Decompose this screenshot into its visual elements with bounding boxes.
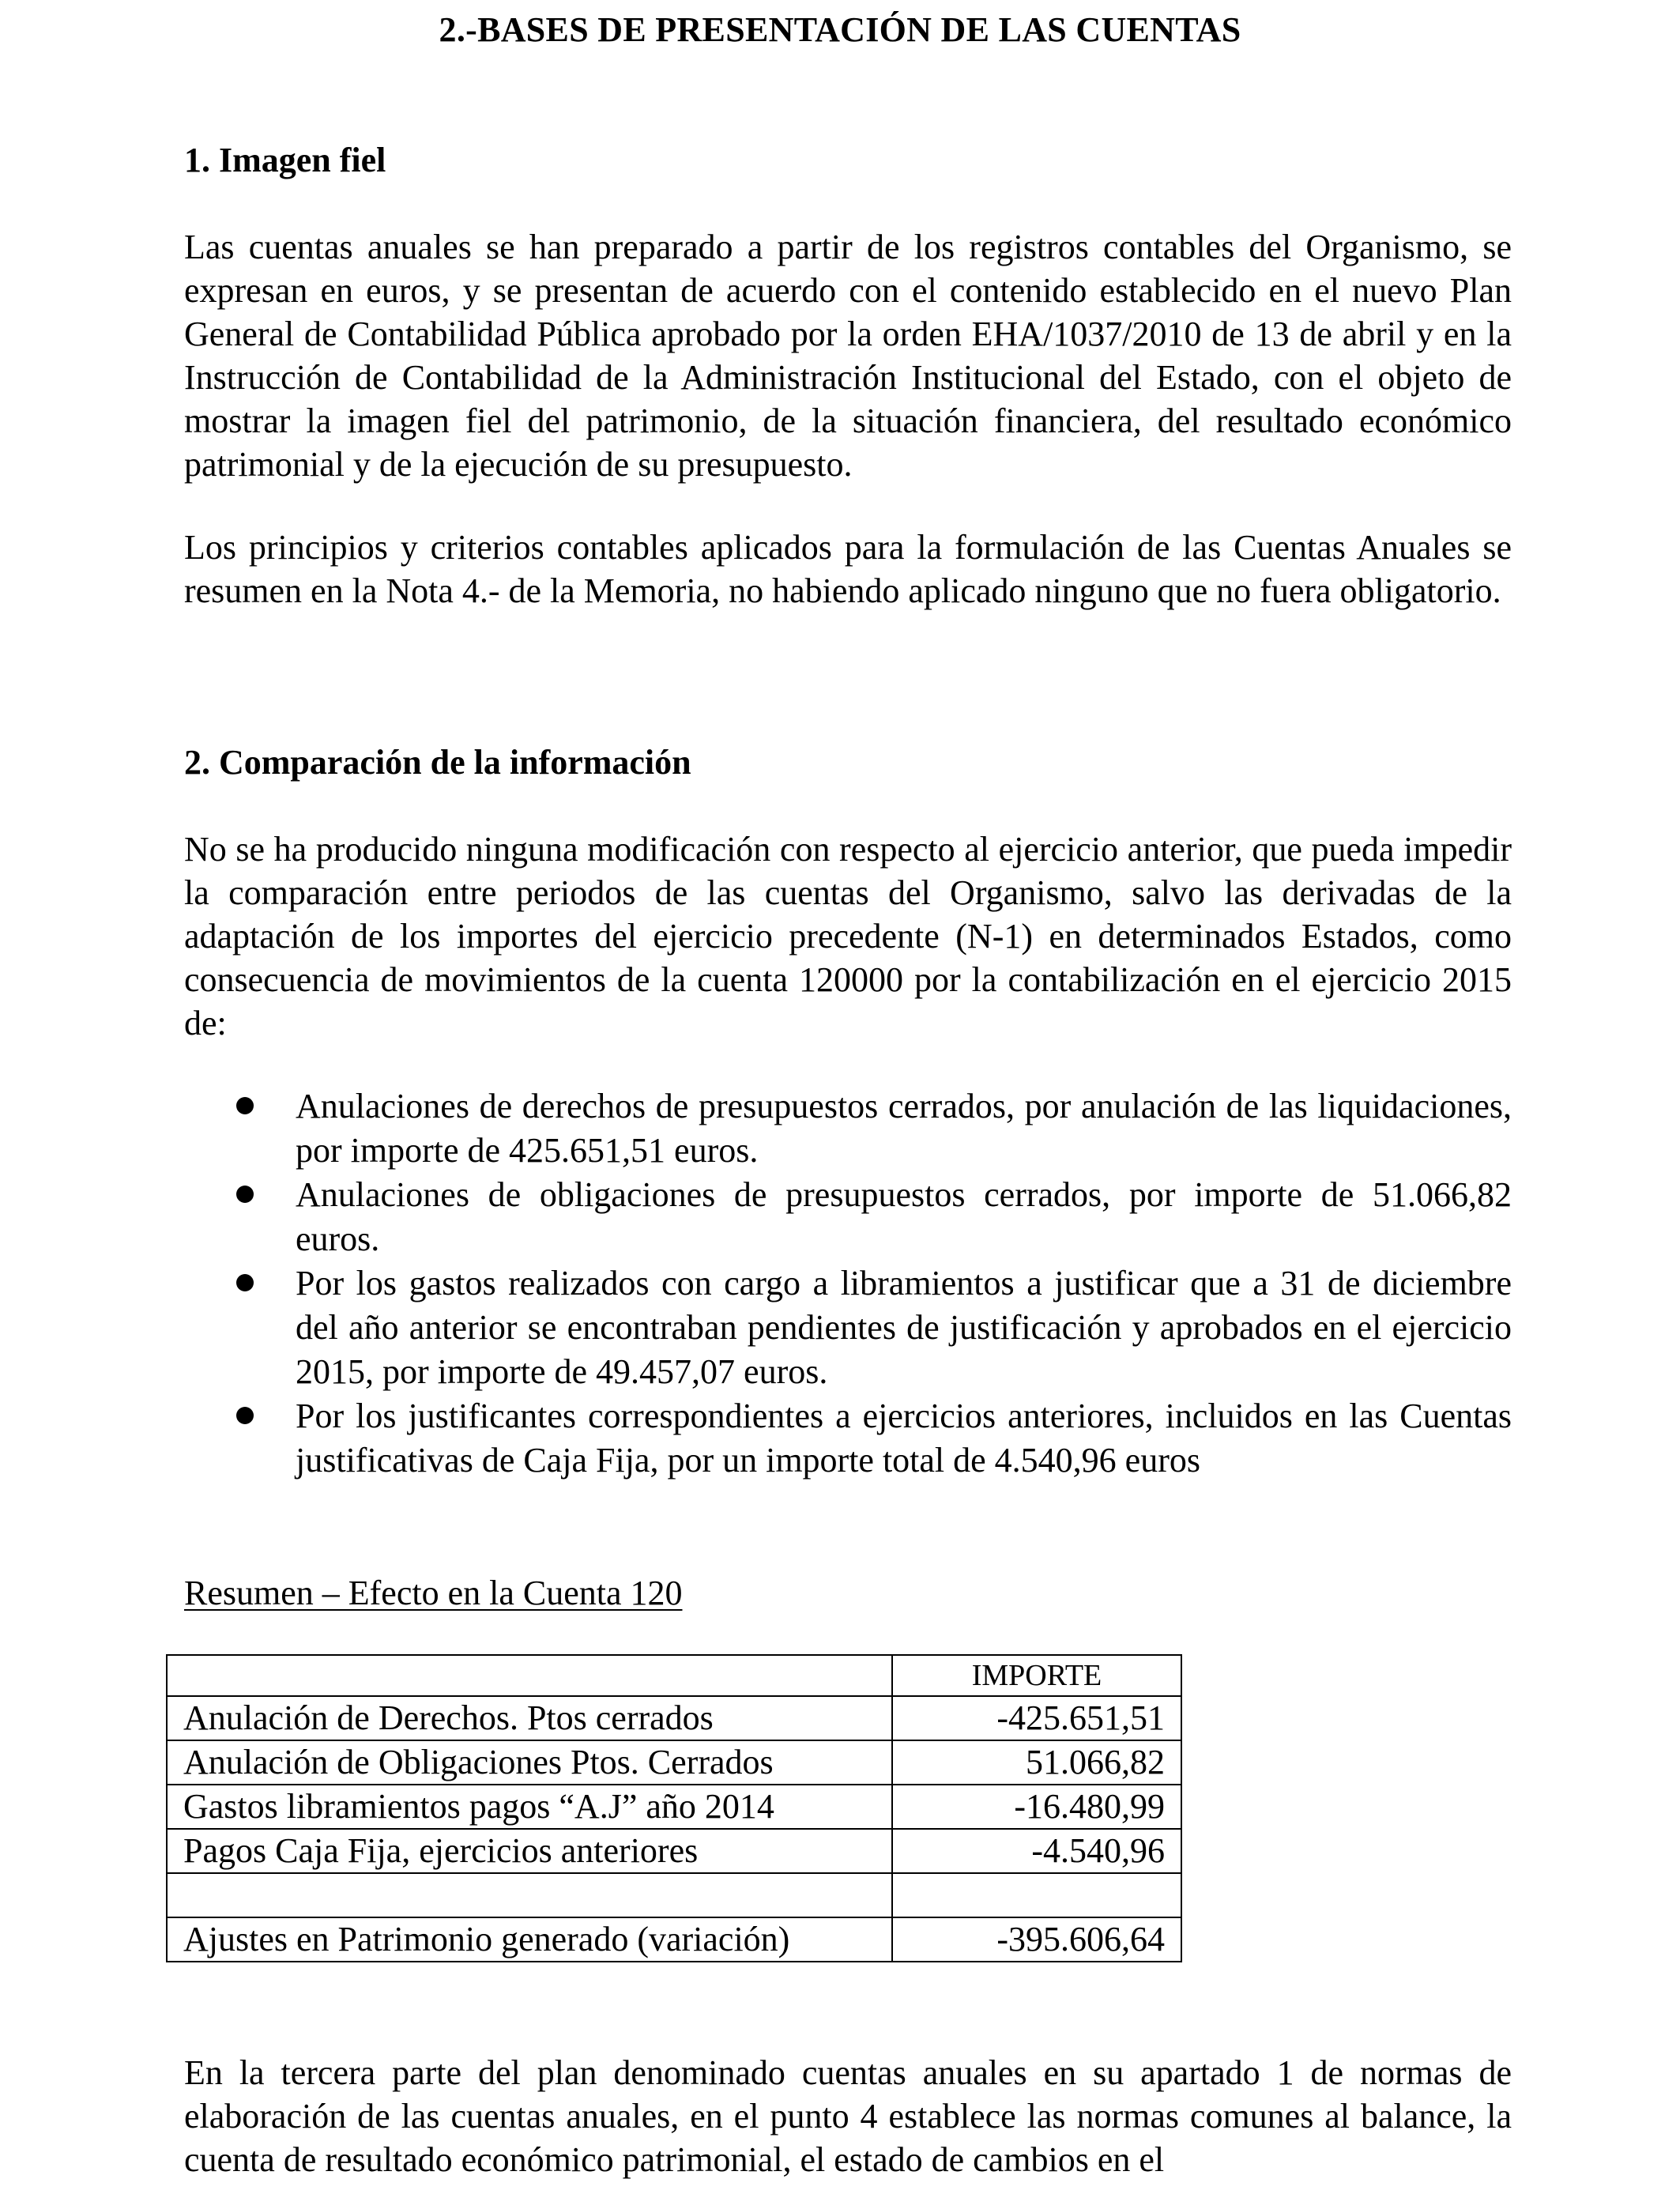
table-cell-value: 51.066,82 [892, 1740, 1181, 1785]
table-header-row [167, 1655, 1181, 1696]
table-cell-label: Anulación de Derechos. Ptos cerrados [167, 1696, 892, 1740]
section-heading-comparacion: 2. Comparación de la información [184, 743, 691, 782]
table-row [167, 1696, 1181, 1740]
table-cell-value: -16.480,99 [892, 1785, 1181, 1829]
paragraph-imagen-fiel-2: Los principios y criterios contables aplicados para la formulación de las Cuentas Anuales se resumen en la Nota 4.- de la Memoria, no habiendo aplicado ninguno que no fuera obligatorio. [184, 528, 1512, 610]
bullet-icon [236, 1097, 254, 1114]
list-item [0, 1084, 1680, 1173]
table-cell-value: -4.540,96 [892, 1829, 1181, 1873]
bullet-icon [236, 1407, 254, 1424]
table-header-cell-empty [167, 1655, 892, 1696]
page-title: 2.-BASES DE PRESENTACIÓN DE LAS CUENTAS [439, 10, 1241, 49]
table-cell-value: -395.606,64 [892, 1917, 1181, 1962]
table-row [167, 1785, 1181, 1829]
list-item-text: Anulaciones de obligaciones de presupuestos cerrados, por importe de 51.066,82 euros. [296, 1175, 1512, 1258]
paragraph-comparacion: No se ha producido ninguna modificación con respecto al ejercicio anterior, que pueda impedir la comparación entre periodos de las cuentas del Organismo, salvo las derivadas de la adaptación de los importes del ejercicio precedente (N-1) en determinados Estados, como consecuencia de movimientos de la cuenta 120000 por la contabilización en el ejercicio 2015 de: [184, 830, 1512, 1042]
paragraph-imagen-fiel-1: Las cuentas anuales se han preparado a partir de los registros contables del Organismo, se expresan en euros, y se presentan de acuerdo con el contenido establecido en el nuevo Plan General de Contabilidad Pública aprobado por la orden EHA/1037/2010 de 13 de abril y en la Instrucción de Contabilidad de la Administración Institucional del Estado, con el objeto de mostrar la imagen fiel del patrimonio, de la situación financiera, del resultado económico patrimonial y de la ejecución de su presupuesto. [184, 228, 1512, 484]
bullet-icon [236, 1186, 254, 1203]
bullet-icon [236, 1274, 254, 1291]
table-cell-label [167, 1873, 892, 1917]
table-row [167, 1740, 1181, 1785]
table-cell-value [892, 1873, 1181, 1917]
table-cell-value: -425.651,51 [892, 1696, 1181, 1740]
table-row [167, 1873, 1181, 1917]
summary-heading: Resumen – Efecto en la Cuenta 120 [184, 1574, 683, 1612]
list-item [0, 1394, 1680, 1483]
table-cell-label: Gastos libramientos pagos “A.J” año 2014 [167, 1785, 892, 1829]
table-header-importe: IMPORTE [892, 1655, 1181, 1696]
bullet-list [0, 1084, 1680, 1483]
list-item-text: Por los gastos realizados con cargo a libramientos a justificar que a 31 de diciembre del año anterior se encontraban pendientes de justificación y aprobados en el ejercicio 2015, por importe de 49.457,07 euros. [296, 1264, 1512, 1391]
summary-table [166, 1654, 1182, 1962]
table-row [167, 1829, 1181, 1873]
table-cell-label: Ajustes en Patrimonio generado (variación) [167, 1917, 892, 1962]
table-row-total [167, 1917, 1181, 1962]
list-item [0, 1173, 1680, 1261]
table-cell-label: Anulación de Obligaciones Ptos. Cerrados [167, 1740, 892, 1785]
paragraph-closing: En la tercera parte del plan denominado cuentas anuales en su apartado 1 de normas de elaboración de las cuentas anuales, en el punto 4 establece las normas comunes al balance, la cuenta de resultado económico patrimonial, el estado de cambios en el [184, 2053, 1512, 2179]
table-cell-label: Pagos Caja Fija, ejercicios anteriores [167, 1829, 892, 1873]
list-item-text: Por los justificantes correspondientes a ejercicios anteriores, incluidos en las Cuentas justificativas de Caja Fija, por un importe total de 4.540,96 euros [296, 1397, 1512, 1480]
list-item-text: Anulaciones de derechos de presupuestos cerrados, por anulación de las liquidaciones, por importe de 425.651,51 euros. [296, 1087, 1512, 1170]
section-heading-imagen-fiel: 1. Imagen fiel [184, 141, 386, 179]
list-item [0, 1261, 1680, 1394]
